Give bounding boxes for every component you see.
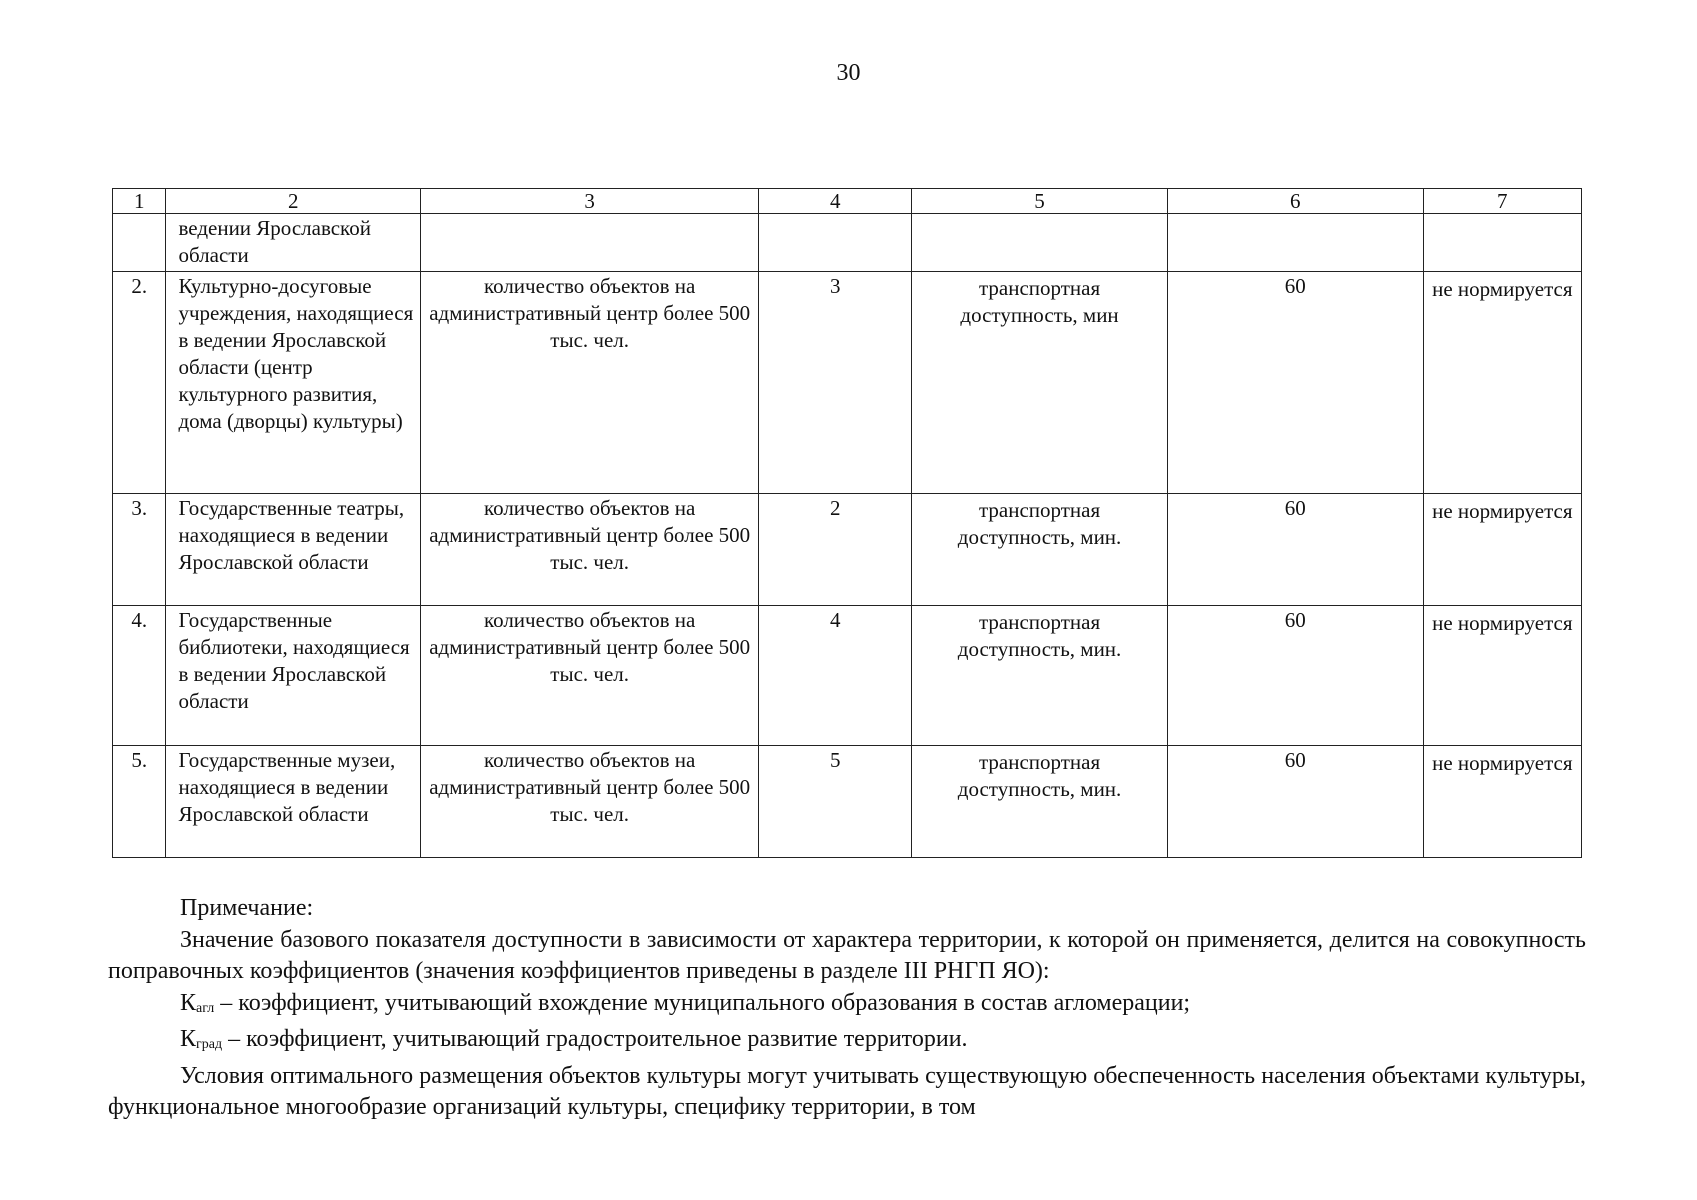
status: не нормируется	[1423, 494, 1581, 606]
note-paragraph-2: Условия оптимального размещения объектов культуры могут учитывать существующую обеспеченность населения объектами культуры, функциональное многообразие организаций культуры, специфику территории, в том	[108, 1062, 1586, 1120]
status: не нормируется	[1423, 272, 1581, 494]
note-paragraph-1: Значение базового показателя доступности в зависимости от характера территории, к которой он применяется, делится на совокупность поправочных коэффициентов (значения коэффициентов приведены в разделе III РНГП ЯО):	[108, 926, 1586, 984]
k-grad-description: – коэффициент, учитывающий градостроительное развитие территории.	[222, 1026, 968, 1052]
indicator: количество объектов на административный центр более 500 тыс. чел.	[421, 606, 759, 746]
table-header-row	[113, 189, 1582, 214]
limit: 60	[1167, 606, 1423, 746]
criterion: транспортная доступность, мин.	[912, 494, 1168, 606]
table-row	[113, 272, 1582, 494]
indicator: количество объектов на административный центр более 500 тыс. чел.	[421, 746, 759, 858]
facility-name: Государственные музеи, находящиеся в ведении Ярославской области	[166, 746, 421, 858]
criterion: транспортная доступность, мин.	[912, 746, 1168, 858]
criterion: транспортная доступность, мин	[912, 272, 1168, 494]
criterion: транспортная доступность, мин.	[912, 606, 1168, 746]
k-agl-subscript: агл	[196, 1000, 215, 1016]
table-row	[113, 494, 1582, 606]
column-number-7: 7	[1423, 189, 1581, 214]
column-number-6: 6	[1167, 189, 1423, 214]
limit	[1167, 214, 1423, 272]
column-number-1: 1	[113, 189, 166, 214]
page-number: 30	[836, 60, 861, 86]
row-number: 5.	[113, 746, 166, 858]
facility-name: Культурно-досуговые учреждения, находящиеся в ведении Ярославской области (центр культурного развития, дома (дворцы) культуры)	[166, 272, 421, 494]
status	[1423, 214, 1581, 272]
limit: 60	[1167, 272, 1423, 494]
k-agl-description: – коэффициент, учитывающий вхождение муниципального образования в состав агломерации;	[214, 989, 1191, 1016]
status: не нормируется	[1423, 606, 1581, 746]
value: 3	[759, 272, 912, 494]
column-number-4: 4	[759, 189, 912, 214]
column-number-5: 5	[912, 189, 1168, 214]
facility-name: Государственные библиотеки, находящиеся в ведении Ярославской области	[166, 606, 421, 746]
note-section	[108, 893, 1586, 1124]
row-number: 2.	[113, 272, 166, 494]
value: 4	[759, 606, 912, 746]
indicator: количество объектов на административный центр более 500 тыс. чел.	[421, 272, 759, 494]
value	[759, 214, 912, 272]
note-k-agl	[108, 988, 1586, 1025]
row-number: 4.	[113, 606, 166, 746]
row-number	[113, 214, 166, 272]
column-number-2: 2	[166, 189, 421, 214]
k-grad-symbol: К	[180, 1026, 197, 1052]
facility-name: Государственные театры, находящиеся в ведении Ярославской области	[166, 494, 421, 606]
table-row	[113, 214, 1582, 272]
note-title: Примечание:	[180, 895, 314, 921]
row-number: 3.	[113, 494, 166, 606]
k-agl-symbol: К	[180, 989, 197, 1016]
column-number-3: 3	[421, 189, 759, 214]
criterion	[912, 214, 1168, 272]
status: не нормируется	[1423, 746, 1581, 858]
facility-name: ведении Ярославской области	[166, 214, 421, 272]
value: 5	[759, 746, 912, 858]
note-k-grad	[108, 1024, 1586, 1061]
indicator: количество объектов на административный центр более 500 тыс. чел.	[421, 494, 759, 606]
table-row	[113, 746, 1582, 858]
table-row	[113, 606, 1582, 746]
limit: 60	[1167, 494, 1423, 606]
indicator	[421, 214, 759, 272]
norms-table	[112, 188, 1582, 858]
k-grad-subscript: град	[196, 1037, 223, 1052]
value: 2	[759, 494, 912, 606]
limit: 60	[1167, 746, 1423, 858]
